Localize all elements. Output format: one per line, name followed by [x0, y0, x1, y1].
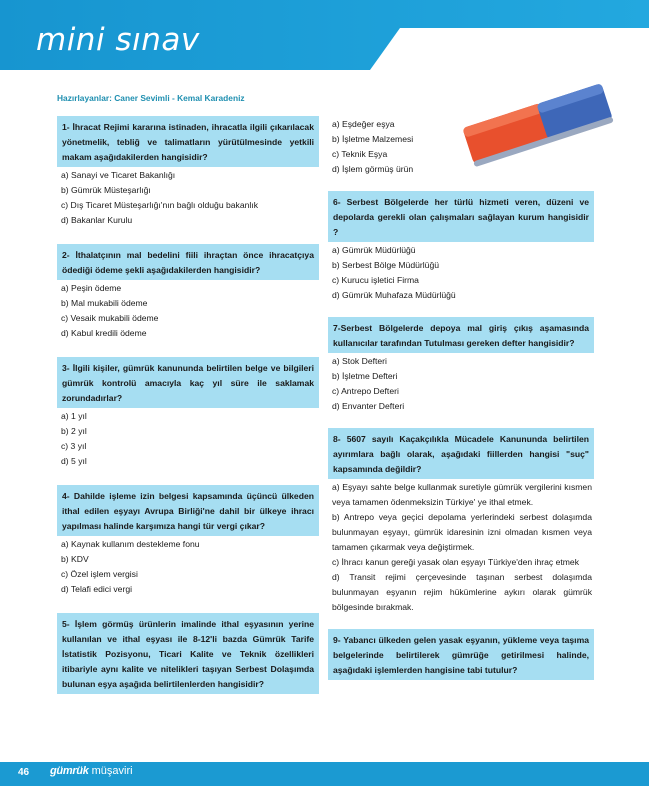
- option: b) İşletme Defteri: [332, 371, 398, 381]
- question-9: 9- Yabancı ülkeden gelen yasak eşyanın, yükleme veya taşıma belgelerinde belirtilerek gümrüğe getirilmesi halinde, aşağıdaki işlemlerden hangisine tabi tutulur?: [328, 629, 594, 680]
- option: a) Peşin ödeme: [61, 283, 122, 293]
- option: a) Sanayi ve Ticaret Bakanlığı: [61, 170, 176, 180]
- option: d) Bakanlar Kurulu: [61, 215, 133, 225]
- question-7: 7-Serbest Bölgelerde depoya mal giriş çıkış aşamasında kullanıcılar tarafından Tutulması gereken defter hangisidir?: [328, 317, 594, 353]
- option: b) KDV: [61, 554, 89, 564]
- question-6-options: [328, 243, 594, 303]
- option: d) 5 yıl: [61, 456, 87, 466]
- left-column: [57, 116, 319, 694]
- right-column: [328, 191, 594, 680]
- option: b) 2 yıl: [61, 426, 87, 436]
- option: a) Eşdeğer eşya: [332, 119, 395, 129]
- question-4: 4- Dahilde işleme izin belgesi kapsamında üçüncü ülkeden ithal edilen eşyayı Avrupa Birliği'ne dahil bir ülkeye ihracı yapılması halinde karşımıza hangi tür vergi çıkar?: [57, 485, 319, 536]
- option: c) Kurucu işletici Firma: [332, 275, 419, 285]
- question-7-options: [328, 354, 594, 414]
- option: a) 1 yıl: [61, 411, 87, 421]
- option: b) Mal mukabili ödeme: [61, 298, 148, 308]
- question-1-options: [57, 168, 319, 228]
- question-3-options: [57, 409, 319, 469]
- question-5-options: [328, 117, 458, 177]
- option: d) Envanter Defteri: [332, 401, 405, 411]
- option: b) Serbest Bölge Müdürlüğü: [332, 260, 440, 270]
- brand-light: müşaviri: [91, 765, 133, 777]
- option: d) Transit rejimi çerçevesinde taşınan serbest dolaşımda bulunmayan eşyanın rejim hükümlerine aykırı olarak gümrük bölgesinde bırakmak.: [332, 572, 592, 612]
- option: d) Gümrük Muhafaza Müdürlüğü: [332, 290, 456, 300]
- question-8: 8- 5607 sayılı Kaçakçılıkla Mücadele Kanununda belirtilen ayırımlara bağlı olarak, aşağıdaki fiillerden hangisi "suç" kapsamında değildir?: [328, 428, 594, 479]
- authors-line: Hazırlayanlar: Caner Sevimli - Kemal Karadeniz: [57, 93, 245, 103]
- option: b) Antrepo veya geçici depolama yerlerindeki serbest dolaşımda bulunmayan eşyayı, gümrük idaresinin izni olmadan kısmen veya tamamen çıkarmak veya değiştirmek.: [332, 512, 592, 552]
- question-3: 3- İlgili kişiler, gümrük kanununda belirtilen belge ve bilgileri gümrük kontrolü amacıyla kaç yıl süre ile saklamak zorundadırlar?: [57, 357, 319, 408]
- page-number: 46: [18, 767, 30, 778]
- question-2: 2- İthalatçının mal bedelini fiili ihraçtan önce ihracatçıya ödediği ödeme şekli aşağıdakilerden hangisidir?: [57, 244, 319, 280]
- option: c) 3 yıl: [61, 441, 87, 451]
- option: a) Kaynak kullanım destekleme fonu: [61, 539, 200, 549]
- brand-bold: gümrük: [50, 765, 89, 777]
- option: b) İşletme Malzemesi: [332, 134, 414, 144]
- option: c) Antrepo Defteri: [332, 386, 399, 396]
- option: c) Dış Ticaret Müsteşarlığı'nın bağlı olduğu bakanlık: [61, 200, 259, 210]
- question-1: 1- İhracat Rejimi kararına istinaden, ihracatla ilgili çıkarılacak yönetmelik, tebliğ ve talimatların yürütülmesinde yetkili makam aşağıdakilerden hangisidir?: [57, 116, 319, 167]
- question-8-options: [328, 480, 594, 615]
- option: c) Teknik Eşya: [332, 149, 388, 159]
- option: c) Vesaik mukabili ödeme: [61, 313, 159, 323]
- question-6: 6- Serbest Bölgelerde her türlü hizmeti veren, düzeni ve depolarda gerekli olan çalışmaları sağlayan kurum hangisidir ?: [328, 191, 594, 242]
- option: d) Telafi edici vergi: [61, 584, 133, 594]
- question-2-options: [57, 281, 319, 341]
- option: b) Gümrük Müsteşarlığı: [61, 185, 151, 195]
- option: d) İşlem görmüş ürün: [332, 164, 414, 174]
- question-4-options: [57, 537, 319, 597]
- page-title: mini sınav: [36, 22, 200, 58]
- option: a) Stok Defteri: [332, 356, 387, 366]
- right-column-top: [328, 117, 458, 177]
- option: d) Kabul kredili ödeme: [61, 328, 147, 338]
- option: a) Gümrük Müdürlüğü: [332, 245, 416, 255]
- footer-bar: [0, 756, 649, 800]
- option: a) Eşyayı sahte belge kullanmak suretiyle gümrük vergilerini kısmen veya tamamen ödenmeksizin Türkiye' ye ithal etmek.: [332, 482, 592, 507]
- question-5: 5- İşlem görmüş ürünlerin imalinde ithal eşyasının yerine kullanılan ve ithal eşyası ile 8-12'li bazda Gümrük Tarife İstatistik Pozisyonu, Ticari Kalite ve Teknik özellikleri itibariyle aynı kalite ve nitelikleri taşıyan Serbest Dolaşımda bulunan eşya aşağıda belirtilenlerden hangisidir?: [57, 613, 319, 694]
- eraser-image: [455, 70, 620, 170]
- brand-logo: [50, 765, 133, 777]
- option: c) İhracı kanun gereği yasak olan eşyayı Türkiye'den ihraç etmek: [332, 557, 580, 567]
- option: c) Özel işlem vergisi: [61, 569, 138, 579]
